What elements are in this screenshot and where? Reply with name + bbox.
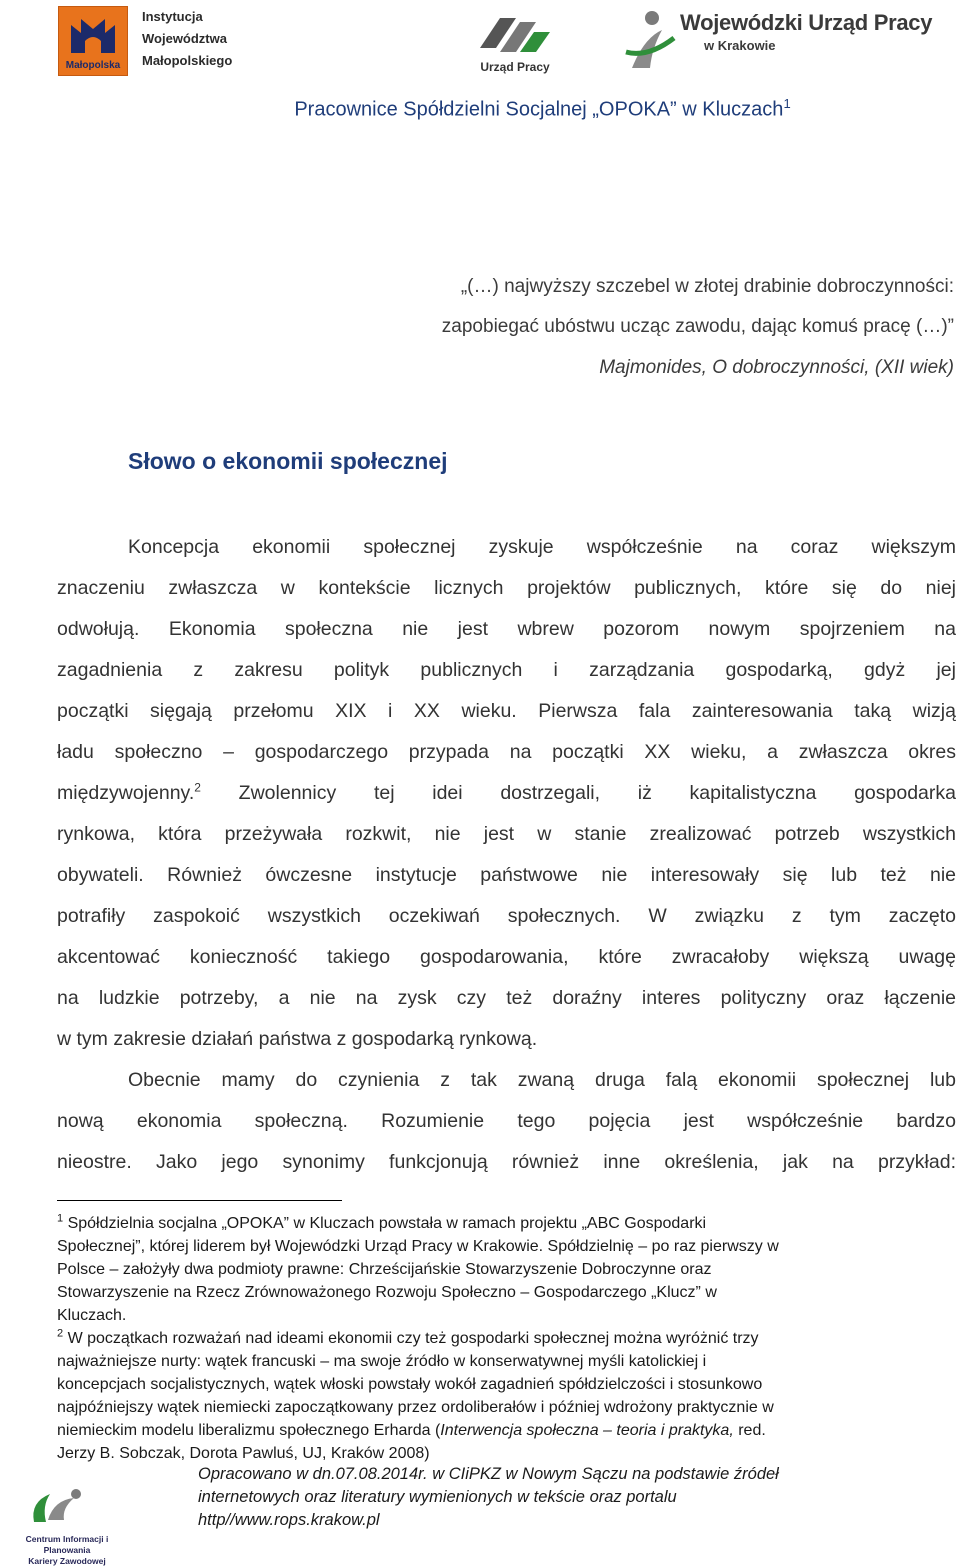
malopolska-institution-text [142,6,232,72]
wup-title: Wojewódzki Urząd Pracy [680,10,933,35]
footnote-2-number: 2 [57,1327,64,1340]
p1-line: Koncepcja ekonomii społecznej zyskuje współcześnie na coraz większym [128,536,956,558]
footnote-2-line: najpóźniejszy wątek niemiecki zapoczątkowany przez ordoliberałów i później wdrożony praktycznie w [57,1399,774,1416]
p2-line: nieostre. Jako jego synonimy funkcjonują również inne określenia, jak na przykład: [57,1151,956,1173]
footnote-1-text: Spółdzielnia socjalna „OPOKA” w Kluczach powstała w ramach projektu „ABC Gospodarki [63,1215,707,1232]
cip-emblem-icon [24,1484,94,1534]
p1-line: obywateli. Również ówczesne instytucje państwowe nie interesowały się lub też nie [57,864,956,886]
p1-line: akcentować konieczność takiego gospodarowania, które zwracałoby większą uwagę [57,946,956,968]
p1-line7-start: międzywojenny. [57,782,195,804]
malopolska-line-2: Województwa [142,31,227,46]
footnote-2-line: najważniejsze nurty: wątek francuski – ma swoje źródło w konserwatywnej myśli katolickiej i [57,1353,707,1370]
footer-note [198,1463,938,1532]
footer-note-line: internetowych oraz literatury wymienionych w tekście oraz portalu [198,1488,677,1506]
urzad-pracy-caption: Urząd Pracy [480,60,550,74]
title-footnote-ref: 1 [783,96,791,111]
p1-line: odwołują. Ekonomia społeczna nie jest wbrew pozorom nowym spojrzeniem na [57,618,956,640]
footnote-1-line: Społecznej”, której liderem był Wojewódzki Urząd Pracy w Krakowie. Spółdzielnię – po raz pierwszy w [57,1238,779,1255]
epigraph-source: Majmonides, O dobroczynności, (XII wiek) [599,357,954,378]
p1-line: w tym zakresie działań państwa z gospodarką rynkową. [57,1028,538,1050]
footer-note-url: http//www.rops.krakow.pl [198,1511,380,1529]
malopolska-line-1: Instytucja [142,9,203,24]
wup-subtitle: w Krakowie [704,38,776,53]
logo-centrum-informacji [4,1484,134,1566]
title-text: Pracownice Spółdzielni Socjalnej „OPOKA” w Kluczach [294,98,784,121]
document-title [0,96,960,122]
footnote-1-line [57,1212,956,1235]
footnote-2-line: Jerzy B. Sobczak, Dorota Pawluś, UJ, Kraków 2008) [57,1445,430,1462]
logo-instytucja-malopolska [58,6,258,76]
paragraph-1 [57,527,956,1060]
logo-urzad-pracy [470,8,590,80]
paragraph-2 [57,1060,956,1183]
section-heading: Słowo o ekonomii społecznej [128,448,448,474]
footnote-2-line [57,1327,956,1350]
epigraph-line-2: zapobiegać ubóstwu ucząc zawodu, dając komuś pracę (…)” [441,316,954,337]
p1-line: rynkowa, która przeżywała rozkwit, nie jest w stanie zrealizować potrzeb wszystkich [57,823,956,845]
cip-caption-line-1: Centrum Informacji i Planowania [25,1534,109,1555]
malopolska-line-3: Małopolskiego [142,53,233,68]
footnote-1-line: Stowarzyszenie na Rzecz Zrównoważonego Rozwoju Społeczno – Gospodarczego „Klucz” w [57,1284,717,1301]
epigraph-line-1: „(…) najwyższy szczebel w złotej drabinie dobroczynności: [460,276,954,297]
p1-line: znaczeniu zwłaszcza w kontekście licznych projektów publicznych, które się do niej [57,577,956,599]
footnote-1-number: 1 [57,1212,64,1225]
p1-line: ładu społeczno – gospodarczego przypada na początki XX wieku, a zwłaszcza okres [57,741,956,763]
fn2-line5-start: niemieckim modelu liberalizmu społecznego Erharda ( [57,1422,441,1439]
footnotes [57,1212,956,1465]
castle-icon [67,13,119,57]
footnote-2-text: W początkach rozważań nad ideami ekonomii czy też gospodarki społecznej można wyróżnić trzy [63,1330,759,1347]
footer-note-line: Opracowano w dn.07.08.2014r. w CIiPKZ w Nowym Sączu na podstawie źródeł [198,1465,779,1483]
malopolska-caption: Małopolska [65,60,121,71]
cip-caption-line-2: Kariery Zawodowej [28,1556,106,1566]
footnote-2-line [57,1419,956,1442]
p2-line: Obecnie mamy do czynienia z tak zwaną druga falą ekonomii społecznej lub [128,1069,956,1091]
footnote-1-line: Polsce – założyły dwa podmioty prawne: Chrześcijańskie Stowarzyszenie Dobroczynne oraz [57,1261,712,1278]
footnote-ref-2: 2 [194,780,201,795]
cip-caption [4,1534,130,1567]
footnote-2-line: koncepcjach socjalistycznych, wątek włoski powstały wokół zagadnień spółdzielczości i stosunkowo [57,1376,763,1393]
p1-line: na ludzkie potrzeby, a nie na zysk czy też doraźny interes polityczny oraz łączenie [57,987,956,1009]
p1-line: potrafiły zaspokoić wszystkich oczekiwań społecznych. W związku z tym zaczęto [57,905,956,927]
p1-line-with-ref [57,773,956,814]
fn2-book-title: Interwencja społeczna – teoria i praktyka, [440,1422,734,1439]
wup-figure-icon [622,8,678,74]
p2-line: nową ekonomia społeczną. Rozumienie tego pojęcia jest współcześnie bardzo [57,1110,956,1132]
malopolska-emblem [58,6,128,76]
p1-line: zagadnienia z zakresu polityk publicznych i zarządzania gospodarką, gdyż jej [57,659,956,681]
footnote-separator [57,1200,342,1201]
urzad-pracy-emblem-icon [470,8,560,60]
logo-wojewodzki-urzad-pracy [622,8,952,78]
p1-line7-end: Zwolennicy tej idei dostrzegali, iż kapitalistyczna gospodarka [200,782,956,804]
p1-line: początki sięgają przełomu XIX i XX wieku. Pierwsza fala zainteresowania taką wizją [57,700,956,722]
footnote-1-line: Kluczach. [57,1307,127,1324]
fn2-line5-end: red. [733,1422,766,1439]
